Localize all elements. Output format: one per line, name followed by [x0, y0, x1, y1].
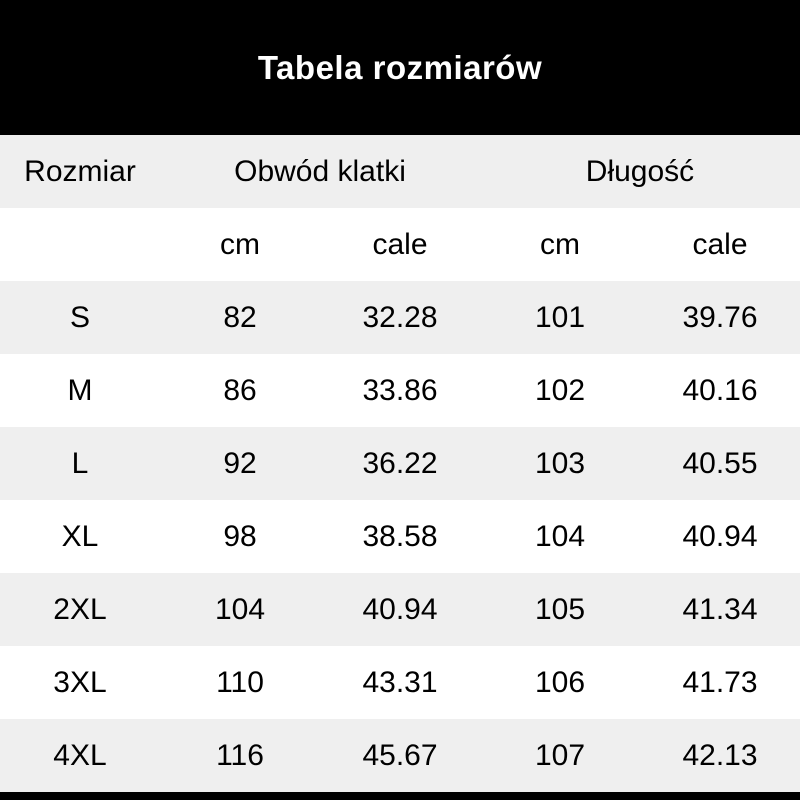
cell-length-cm: 103	[534, 446, 586, 480]
table-row	[0, 573, 800, 646]
cell-chest-cm: 104	[214, 592, 266, 626]
cell-length-cale: 40.16	[682, 373, 758, 407]
cell-length-cale: 40.55	[682, 446, 758, 480]
header-length-group: Długość	[585, 154, 695, 188]
cell-length-cale: 40.94	[682, 519, 758, 553]
cell-size: 4XL	[53, 738, 107, 772]
cell-size: 2XL	[53, 592, 107, 626]
bottom-black-bar	[0, 792, 800, 800]
size-table	[0, 135, 800, 792]
cell-size: 3XL	[53, 665, 107, 699]
unit-chest-cm: cm	[220, 227, 260, 261]
cell-chest-cale: 43.31	[362, 665, 438, 699]
cell-length-cm: 106	[534, 665, 586, 699]
cell-length-cale: 41.34	[682, 592, 758, 626]
cell-length-cm: 101	[534, 300, 586, 334]
table-header-row	[0, 135, 800, 208]
header-size: Rozmiar	[24, 154, 136, 188]
cell-length-cm: 102	[534, 373, 586, 407]
table-row	[0, 354, 800, 427]
cell-length-cm: 107	[534, 738, 586, 772]
cell-chest-cm: 86	[223, 373, 257, 407]
header-chest-group: Obwód klatki	[234, 154, 406, 188]
cell-chest-cale: 32.28	[362, 300, 438, 334]
cell-chest-cm: 110	[216, 665, 264, 699]
cell-chest-cale: 45.67	[362, 738, 438, 772]
cell-length-cale: 39.76	[682, 300, 758, 334]
table-row	[0, 500, 800, 573]
unit-chest-cale: cale	[372, 227, 428, 261]
unit-header-row	[0, 208, 800, 281]
cell-chest-cale: 33.86	[362, 373, 438, 407]
cell-size: XL	[61, 519, 99, 553]
unit-length-cale: cale	[692, 227, 748, 261]
cell-chest-cm: 98	[223, 519, 257, 553]
cell-chest-cm: 116	[216, 738, 264, 772]
table-row	[0, 646, 800, 719]
cell-chest-cm: 92	[223, 446, 257, 480]
cell-length-cale: 42.13	[682, 738, 758, 772]
cell-size: M	[67, 373, 93, 407]
page-title: Tabela rozmiarów	[257, 48, 543, 86]
cell-chest-cale: 38.58	[362, 519, 438, 553]
cell-length-cale: 41.73	[682, 665, 758, 699]
title-banner	[0, 0, 800, 135]
unit-length-cm: cm	[540, 227, 580, 261]
cell-chest-cale: 40.94	[362, 592, 438, 626]
cell-length-cm: 105	[534, 592, 586, 626]
cell-size: S	[69, 300, 90, 334]
cell-size: L	[71, 446, 89, 480]
cell-chest-cale: 36.22	[362, 446, 438, 480]
cell-length-cm: 104	[534, 519, 586, 553]
table-row	[0, 719, 800, 792]
table-row	[0, 281, 800, 354]
table-row	[0, 427, 800, 500]
cell-chest-cm: 82	[223, 300, 257, 334]
